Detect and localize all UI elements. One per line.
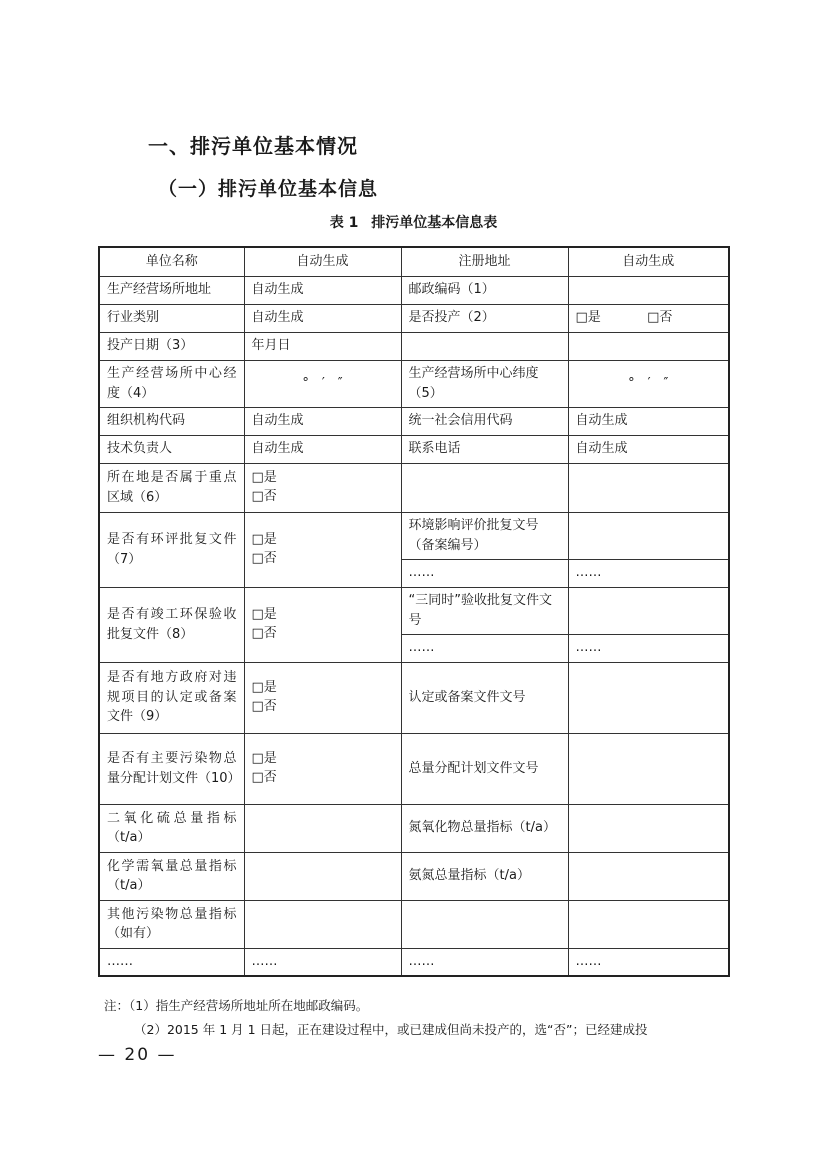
- empty-cell: [244, 900, 401, 948]
- row-label: 是否有环评批复文件（7）: [99, 512, 244, 587]
- cell-value: 自动生成: [568, 435, 729, 463]
- row-label: 技术负责人: [99, 435, 244, 463]
- empty-cell: [244, 804, 401, 852]
- cell-value: 自动生成: [244, 407, 401, 435]
- subsection-heading: （一）排污单位基本信息: [158, 178, 379, 200]
- empty-cell: [568, 733, 729, 804]
- table-row: [99, 662, 729, 733]
- yes-no-options: [244, 733, 401, 804]
- empty-cell: [568, 804, 729, 852]
- row-label: 其他污染物总量指标（如有）: [99, 900, 244, 948]
- row-label: 环境影响评价批复文号（备案编号）: [401, 512, 568, 559]
- table-row: [99, 276, 729, 304]
- table-row: [99, 852, 729, 900]
- cell-value: 年月日: [244, 332, 401, 360]
- row-label: 是否有主要污染物总量分配计划文件（10）: [99, 733, 244, 804]
- empty-cell: [568, 587, 729, 634]
- table-row: [99, 804, 729, 852]
- empty-cell: [568, 512, 729, 559]
- row-label: 行业类别: [99, 304, 244, 332]
- empty-cell: [401, 463, 568, 512]
- ellipsis-cell: ……: [401, 948, 568, 976]
- row-label: 二氧化硫总量指标（t/a）: [99, 804, 244, 852]
- ellipsis-cell: ……: [568, 634, 729, 662]
- latitude-value: ° ′ ″: [568, 360, 729, 407]
- table-row: [99, 587, 729, 634]
- option-yes: □是: [251, 679, 277, 695]
- table-row: [99, 948, 729, 976]
- header-cell: 注册地址: [401, 247, 568, 276]
- empty-cell: [401, 900, 568, 948]
- yes-no-options: [244, 662, 401, 733]
- row-label: 邮政编码（1）: [401, 276, 568, 304]
- yes-no-options: [244, 587, 401, 662]
- cell-value: [568, 276, 729, 304]
- ellipsis-cell: ……: [568, 948, 729, 976]
- option-yes: □是: [575, 310, 601, 326]
- ellipsis-cell: ……: [244, 948, 401, 976]
- row-label: 所在地是否属于重点区域（6）: [99, 463, 244, 512]
- option-yes: □是: [251, 606, 277, 622]
- page-number: — 20 —: [98, 1045, 177, 1065]
- row-label: 生产经营场所中心经度（4）: [99, 360, 244, 407]
- empty-cell: [244, 852, 401, 900]
- row-label: 认定或备案文件文号: [401, 662, 568, 733]
- option-no: □否: [251, 488, 277, 504]
- table-row: [99, 435, 729, 463]
- row-label: 统一社会信用代码: [401, 407, 568, 435]
- row-label: 氨氮总量指标（t/a）: [401, 852, 568, 900]
- row-label: 是否有地方政府对违规项目的认定或备案文件（9）: [99, 662, 244, 733]
- footnote: 注：（1）指生产经营场所地址所在地邮政编码。: [104, 998, 369, 1013]
- empty-cell: [568, 662, 729, 733]
- header-cell: 自动生成: [244, 247, 401, 276]
- table-row: [99, 900, 729, 948]
- row-label: 化学需氧量总量指标（t/a）: [99, 852, 244, 900]
- table-row: [99, 304, 729, 332]
- row-label: 生产经营场所地址: [99, 276, 244, 304]
- section-heading: 一、排污单位基本情况: [148, 134, 358, 158]
- table-caption: [0, 212, 827, 232]
- option-no: □否: [251, 625, 277, 641]
- table-row: [99, 332, 729, 360]
- row-label: 组织机构代码: [99, 407, 244, 435]
- row-label: 投产日期（3）: [99, 332, 244, 360]
- cell-value: 自动生成: [244, 276, 401, 304]
- option-no: □否: [251, 769, 277, 785]
- row-label: [401, 332, 568, 360]
- table-row: [99, 733, 729, 804]
- table-row: [99, 463, 729, 512]
- header-cell: 单位名称: [99, 247, 244, 276]
- empty-cell: [568, 852, 729, 900]
- row-label: 生产经营场所中心纬度（5）: [401, 360, 568, 407]
- table-number: 表 1: [329, 215, 359, 231]
- cell-value: 自动生成: [244, 435, 401, 463]
- option-no: □否: [647, 310, 673, 326]
- empty-cell: [568, 463, 729, 512]
- unit-info-table: [98, 246, 730, 977]
- ellipsis-cell: ……: [401, 559, 568, 587]
- footnote: （2）2015 年 1 月 1 日起，正在建设过程中，或已建成但尚未投产的，选“否”；已经建成投: [134, 1022, 648, 1037]
- table-title: 排污单位基本信息表: [371, 215, 498, 231]
- yes-no-options: [244, 512, 401, 587]
- cell-value: 自动生成: [244, 304, 401, 332]
- row-label: 联系电话: [401, 435, 568, 463]
- table-row: [99, 512, 729, 559]
- option-yes: □是: [251, 531, 277, 547]
- cell-value: 自动生成: [568, 407, 729, 435]
- longitude-value: ° ′ ″: [244, 360, 401, 407]
- header-cell: 自动生成: [568, 247, 729, 276]
- row-label: 是否投产（2）: [401, 304, 568, 332]
- option-yes: □是: [251, 469, 277, 485]
- option-no: □否: [251, 698, 277, 714]
- option-yes: □是: [251, 750, 277, 766]
- option-no: □否: [251, 550, 277, 566]
- table-row: [99, 407, 729, 435]
- ellipsis-cell: ……: [401, 634, 568, 662]
- ellipsis-cell: ……: [568, 559, 729, 587]
- empty-cell: [568, 900, 729, 948]
- row-label: 氮氧化物总量指标（t/a）: [401, 804, 568, 852]
- yes-no-options: [568, 304, 729, 332]
- cell-value: [568, 332, 729, 360]
- table-row: [99, 360, 729, 407]
- row-label: 是否有竣工环保验收批复文件（8）: [99, 587, 244, 662]
- table-header-row: [99, 247, 729, 276]
- row-label: “三同时”验收批复文件文号: [401, 587, 568, 634]
- ellipsis-cell: ……: [99, 948, 244, 976]
- yes-no-options: [244, 463, 401, 512]
- row-label: 总量分配计划文件文号: [401, 733, 568, 804]
